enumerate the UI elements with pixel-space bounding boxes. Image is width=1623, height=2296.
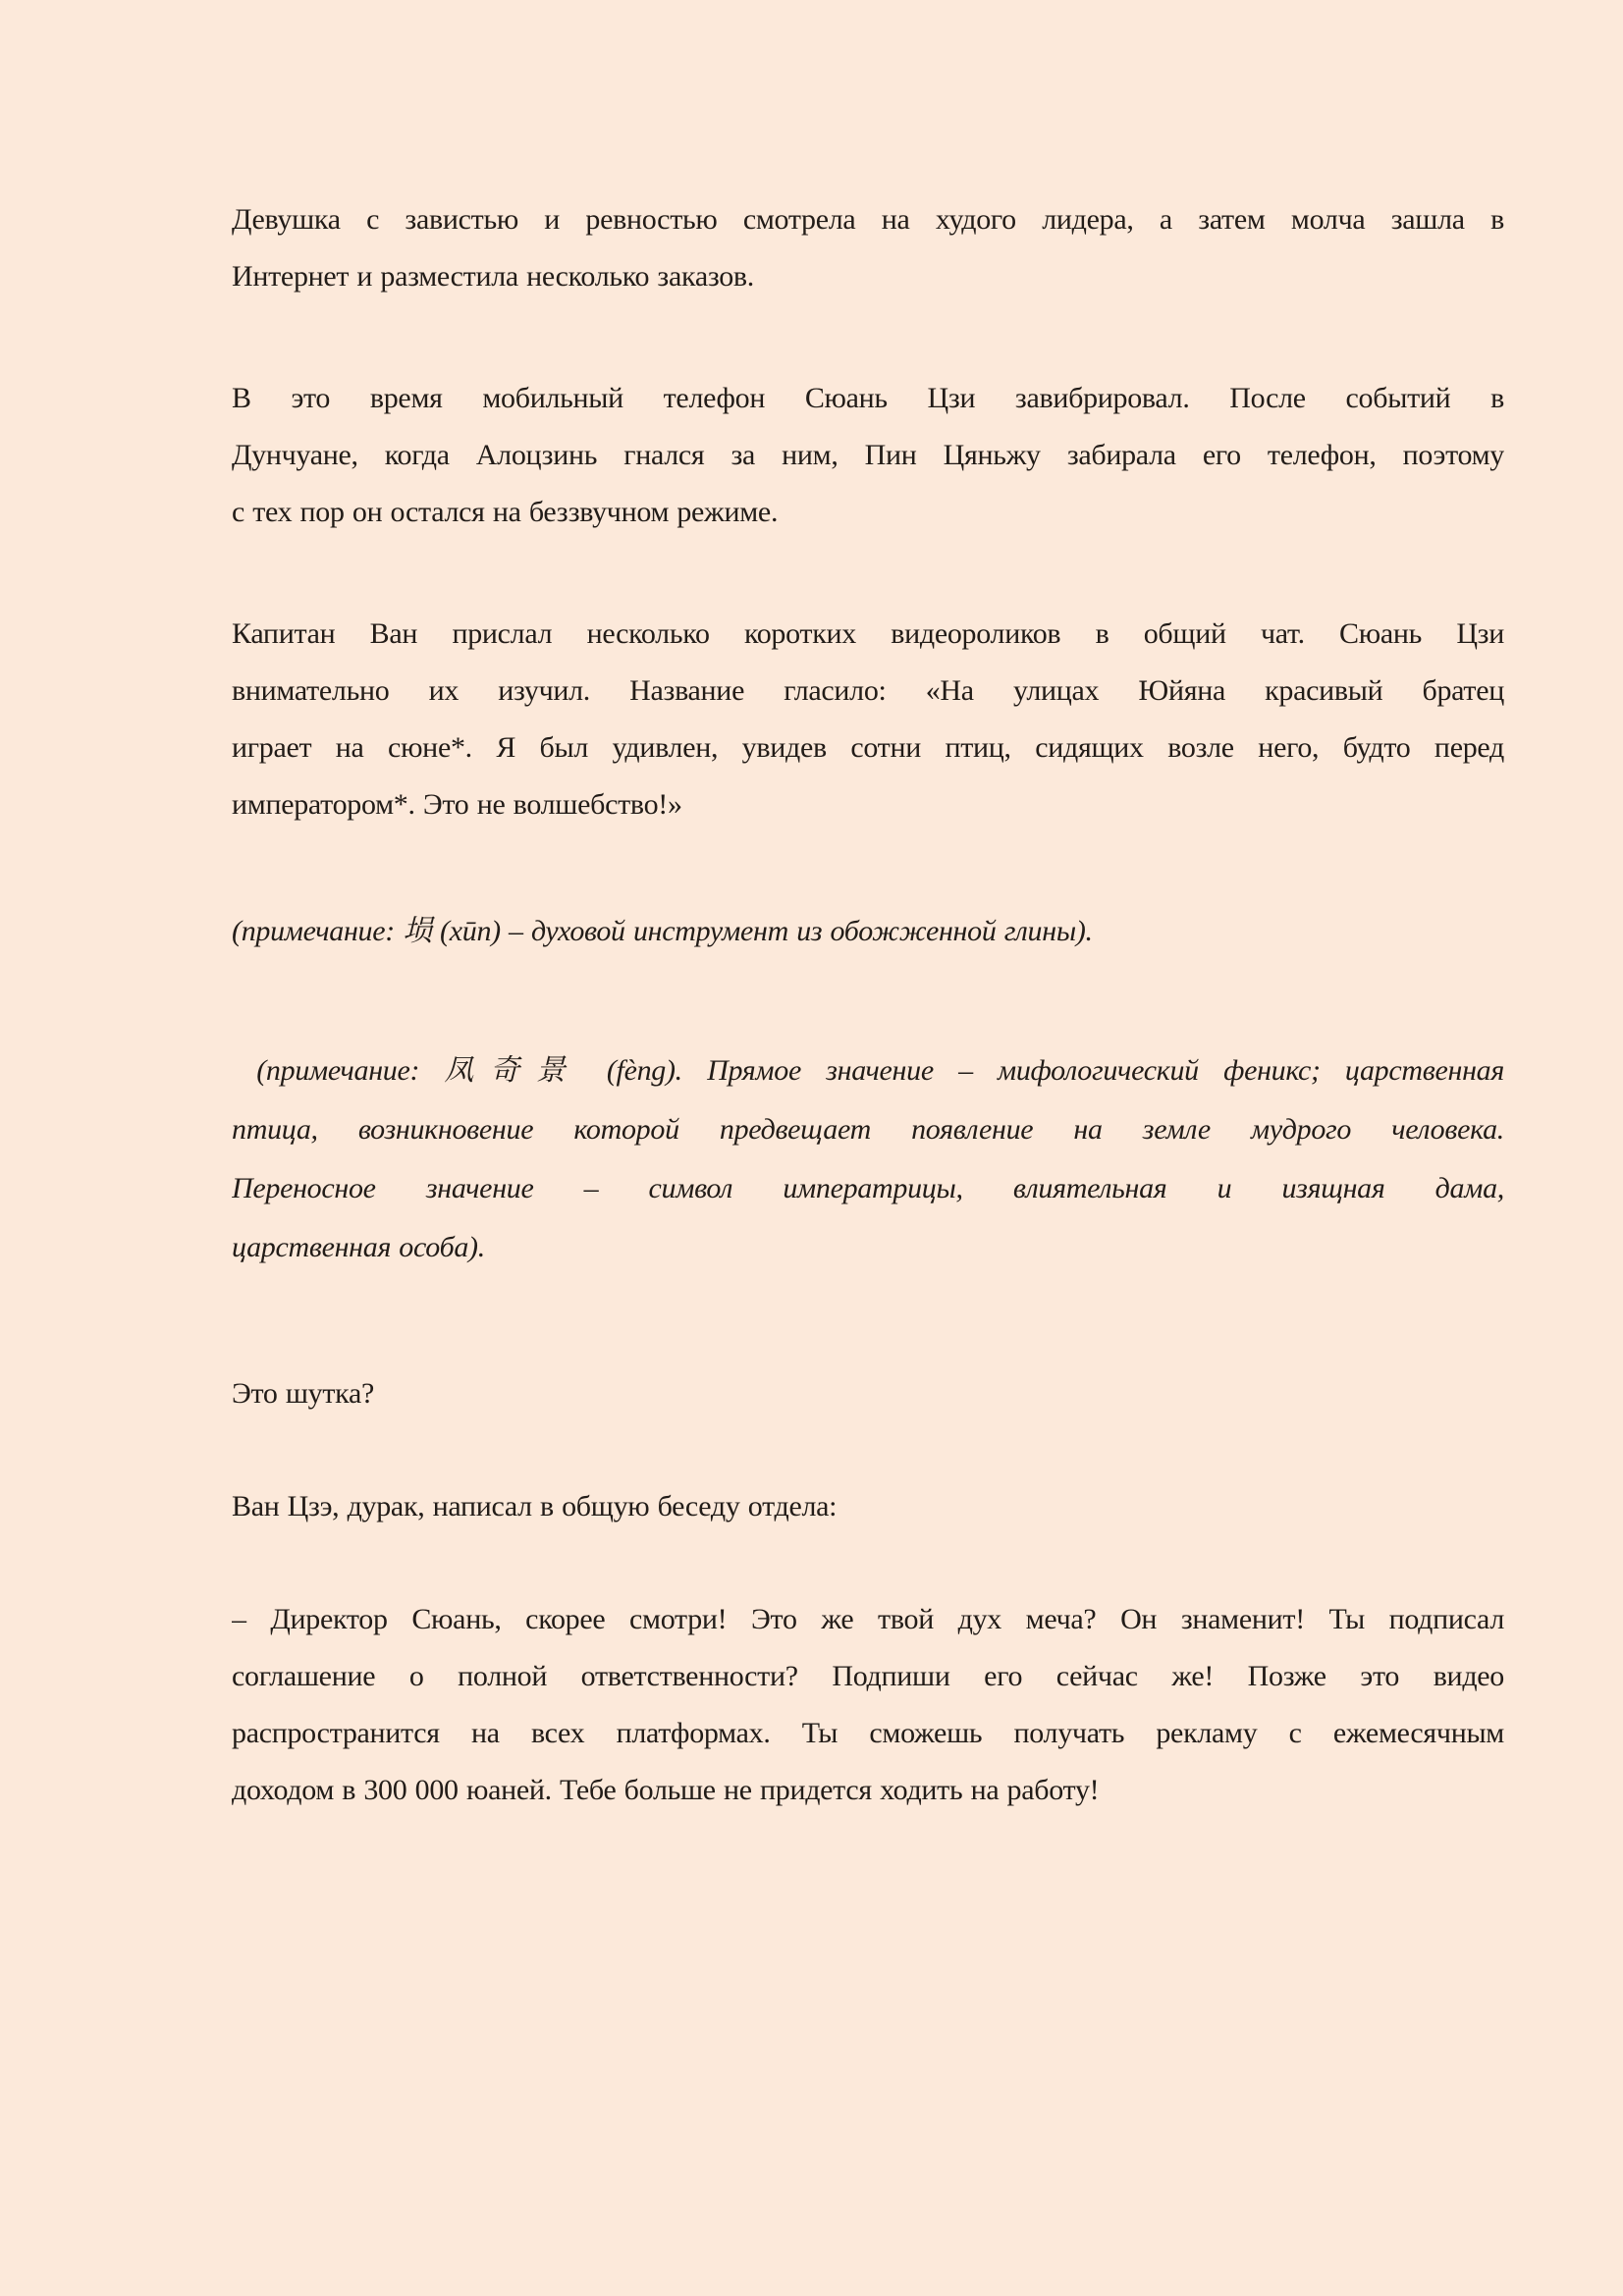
text-line: распространится на всех платформах. Ты сможешь получать рекламу с ежемесячным — [232, 1717, 1504, 1749]
paragraph — [232, 1365, 1504, 1422]
text-line: Переносное значение – символ императрицы, влиятельная и изящная дама, — [232, 1172, 1504, 1204]
text-line: Девушка с завистью и ревностью смотрела на худого лидера, а затем молча зашла в — [232, 203, 1504, 236]
text-line: Интернет и разместила несколько заказов. — [232, 260, 754, 293]
text-line: Дунчуане, когда Алоцзинь гнался за ним, Пин Цяньжу забирала его телефон, поэтому — [232, 439, 1504, 471]
text-line: (примечание: 埙 (xūn) – духовой инструмент из обожженной глины). — [232, 915, 1093, 947]
page-text — [232, 191, 1504, 1819]
text-line: с тех пор он остался на беззвучном режиме. — [232, 496, 779, 528]
translator-note — [232, 1041, 1504, 1277]
paragraph — [232, 370, 1504, 541]
paragraph — [232, 191, 1504, 305]
text-line: Ван Цзэ, дурак, написал в общую беседу отдела: — [232, 1490, 838, 1522]
paragraph — [232, 1591, 1504, 1819]
text-line: императором*. Это не волшебство!» — [232, 788, 682, 821]
text-line: внимательно их изучил. Название гласило: «На улицах Юйяна красивый братец — [232, 674, 1504, 707]
text-line: доходом в 300 000 юаней. Тебе больше не придется ходить на работу! — [232, 1774, 1100, 1806]
translator-note — [232, 902, 1504, 961]
text-line: птица, возникновение которой предвещает появление на земле мудрого человека. — [232, 1113, 1504, 1146]
text-line: Капитан Ван прислал несколько коротких видеороликов в общий чат. Сюань Цзи — [232, 617, 1504, 650]
text-line: В это время мобильный телефон Сюань Цзи завибрировал. После событий в — [232, 382, 1504, 414]
text-line: – Директор Сюань, скорее смотри! Это же твой дух меча? Он знаменит! Ты подписал — [232, 1603, 1504, 1635]
paragraph — [232, 606, 1504, 833]
text-line: (примечание: 凤奇景 (fèng). Прямое значение – мифологический феникс; царственная — [232, 1054, 1504, 1087]
text-line: соглашение о полной ответственности? Подпиши его сейчас же! Позже это видео — [232, 1660, 1504, 1692]
text-line: царственная особа). — [232, 1231, 485, 1263]
text-line: Это шутка? — [232, 1377, 374, 1410]
paragraph — [232, 1478, 1504, 1535]
text-line: играет на сюне*. Я был удивлен, увидев сотни птиц, сидящих возле него, будто перед — [232, 731, 1504, 764]
